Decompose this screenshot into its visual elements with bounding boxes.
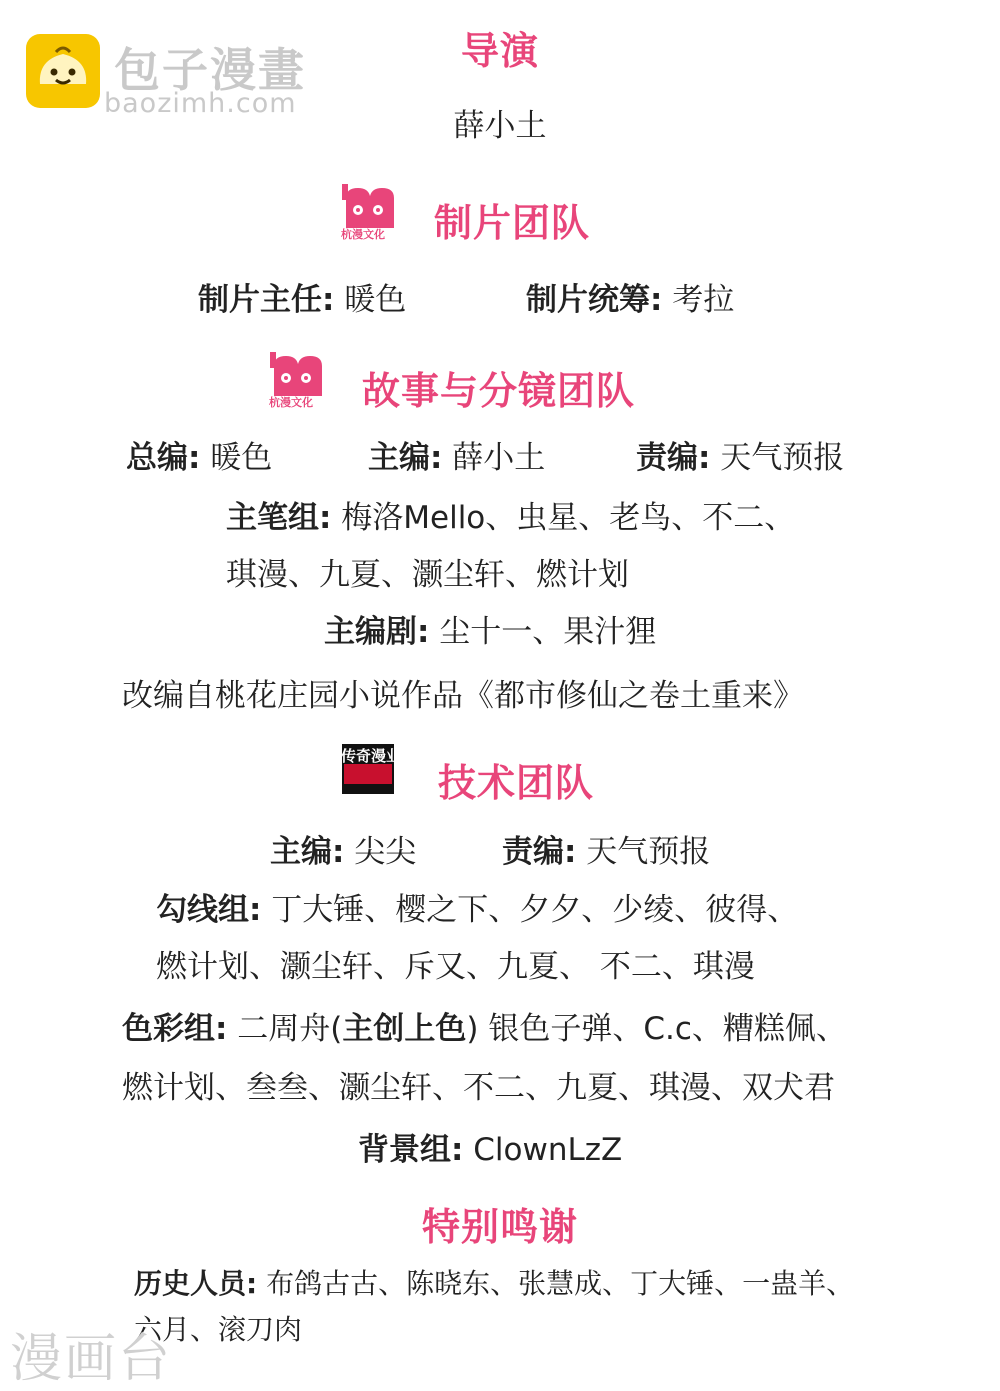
thanks-title: 特别鸣谢 xyxy=(421,1205,578,1249)
screenwriter-line xyxy=(324,606,656,651)
color-label: 色彩组: xyxy=(122,1011,228,1047)
tech-title: 技术团队 xyxy=(438,761,595,805)
editor-responsible-label: 责编: xyxy=(636,440,711,476)
color-value-c: ) 银色子弹、C.c、糟糕佩、 xyxy=(466,1011,847,1047)
production-manager-label: 制片主任: xyxy=(198,282,335,318)
color-value-a: 二周舟( xyxy=(237,1011,343,1047)
story-logo-text: 杭漫文化 xyxy=(269,396,313,409)
story-editor-chief xyxy=(126,432,272,477)
production-coordinator-label: 制片统筹: xyxy=(526,282,663,318)
editor-main-label: 主编: xyxy=(368,440,443,476)
history-line1 xyxy=(134,1262,854,1302)
director-title: 导演 xyxy=(460,29,539,73)
editor-chief-value: 暖色 xyxy=(210,440,273,476)
production-title: 制片团队 xyxy=(434,201,591,245)
director-name: 薛小土 xyxy=(453,108,547,144)
background-line xyxy=(358,1124,622,1169)
background-label: 背景组: xyxy=(358,1132,464,1168)
production-logo-text: 杭漫文化 xyxy=(341,228,385,241)
editor-chief-label: 总编: xyxy=(126,440,201,476)
editor-responsible-value: 天气预报 xyxy=(720,440,845,476)
tech-editor-main-label: 主编: xyxy=(270,834,345,870)
lineart-line1 xyxy=(156,884,798,929)
editor-main-value: 薛小土 xyxy=(452,440,546,476)
history-label: 历史人员: xyxy=(134,1267,258,1300)
history-line2: 六月、滚刀肉 xyxy=(134,1313,303,1346)
screenwriter-label: 主编剧: xyxy=(324,614,430,650)
production-item-coordinator xyxy=(526,274,734,319)
production-coordinator-value: 考拉 xyxy=(672,282,735,318)
color-value-b: 主创上色 xyxy=(342,1011,467,1047)
main-pen-line1 xyxy=(226,492,795,537)
lineart-line2: 燃计划、灏尘轩、斥又、九夏、 不二、琪漫 xyxy=(156,949,755,985)
background-value: ClownLzZ xyxy=(473,1132,623,1168)
story-title: 故事与分镜团队 xyxy=(362,369,636,413)
tech-editor-responsible-label: 责编: xyxy=(502,834,577,870)
watermark-bottom: 漫画台 xyxy=(10,1329,173,1389)
main-pen-line2: 琪漫、九夏、灏尘轩、燃计划 xyxy=(226,557,629,593)
production-item-manager xyxy=(198,274,406,319)
tech-logo-text: 传奇漫业 xyxy=(341,747,402,765)
color-line1 xyxy=(122,1003,847,1048)
story-editor-main xyxy=(368,432,545,477)
lineart-label: 勾线组: xyxy=(156,892,262,928)
tech-editor-main-value: 尖尖 xyxy=(354,834,417,870)
history-value1: 布鸽古古、陈晓东、张慧成、丁大锤、一蛊羊、 xyxy=(266,1267,855,1300)
tech-editor-responsible xyxy=(502,826,710,871)
production-manager-value: 暖色 xyxy=(344,282,407,318)
screenwriter-value: 尘十一、果汁狸 xyxy=(439,614,657,650)
story-editor-responsible xyxy=(636,432,844,477)
tech-editor-main xyxy=(270,826,416,871)
watermark-site-name: 包子漫畫 xyxy=(114,43,306,97)
tech-editor-responsible-value: 天气预报 xyxy=(586,834,711,870)
lineart-value1: 丁大锤、樱之下、夕夕、少绫、彼得、 xyxy=(271,892,799,928)
color-line2: 燃计划、叁叁、灏尘轩、不二、九夏、琪漫、双犬君 xyxy=(122,1070,835,1106)
main-pen-label: 主笔组: xyxy=(226,500,332,536)
watermark-site-url: baozimh.com xyxy=(104,88,297,119)
adaptation-note: 改编自桃花庄园小说作品《都市修仙之卷土重来》 xyxy=(122,678,804,714)
main-pen-value1: 梅洛Mello、虫星、老鸟、不二、 xyxy=(341,500,796,536)
